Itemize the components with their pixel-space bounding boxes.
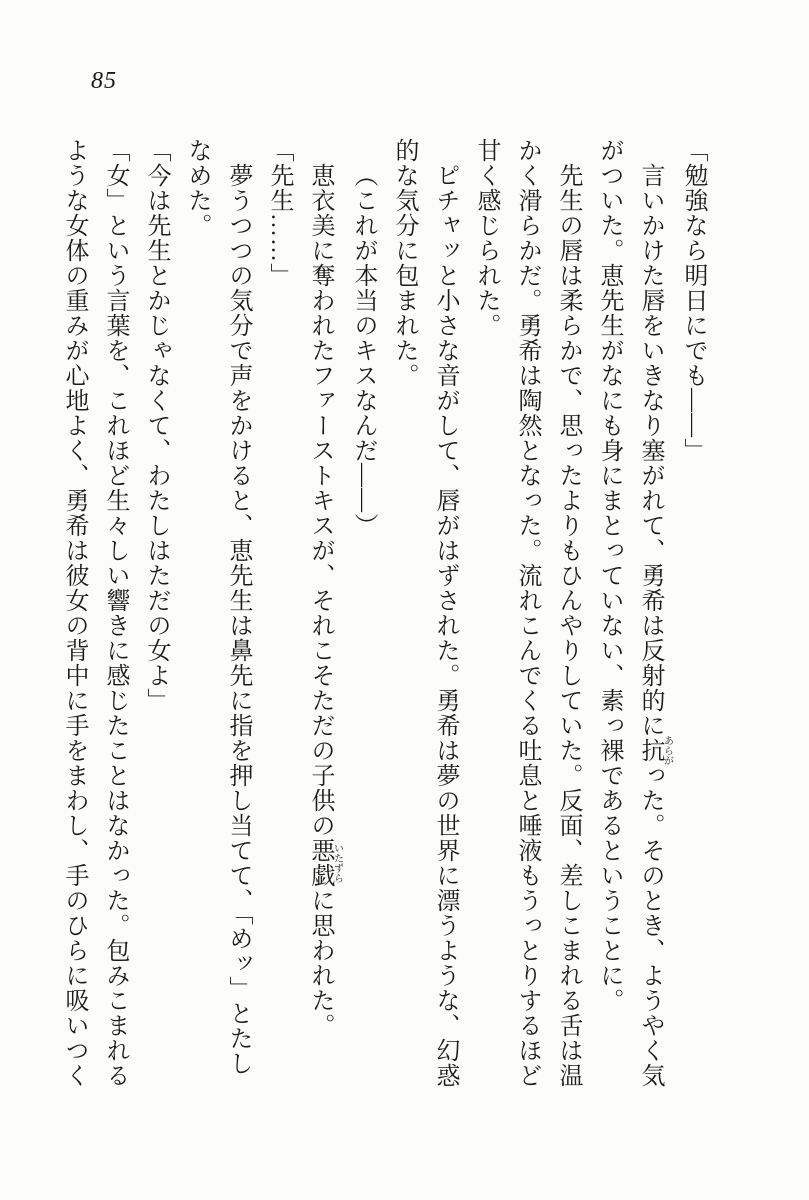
paragraph: 「先生……」 (266, 138, 292, 288)
furigana-text: いたずら (331, 838, 343, 888)
vertical-text-block (53, 138, 713, 1094)
paragraph: 言いかけた唇をいきなり塞がれて、勇希は反射的に抗あらがった。そのとき、ようやく気がついた。恵先生がなにも身にまとっていない、素っ裸であるということに。 (596, 138, 673, 1088)
page-number: 85 (91, 68, 117, 94)
furigana-annotated-word: 抗あらが (637, 735, 673, 766)
paragraph: 「今は先生とかじゃなくて、わたしはただの女よ」 (143, 138, 169, 713)
paragraph: 先生の唇は柔らかで、思ったよりもひんやりしていた。反面、差しこまれる舌は温かく滑らかだ。勇希は陶然となった。流れこんでくる吐息と唾液もうっとりするほど甘く感じられた。 (473, 138, 581, 1088)
paragraph: （これが本当のキスなんだ――） (350, 163, 376, 538)
paragraph: 「勉強なら明日にでも――」 (680, 138, 706, 463)
furigana-text: あらが (661, 735, 673, 766)
paragraph: 「女」という言葉を、これほど生々しい響きに感じたことはなかった。包みこまれるような女体の重みが心地よく、勇希は彼女の背中に手をまわし、手のひらに吸いつく (61, 138, 128, 1088)
paragraph: 夢うつつの気分で声をかけると、恵先生は鼻先に指を押し当てて、「めッ」とたしなめた。 (184, 138, 251, 1076)
furigana-annotated-word: 悪戯いたずら (307, 838, 343, 888)
paragraph: 恵衣美に奪われたファーストキスが、それこそただの子供の悪戯いたずらに思われた。 (307, 163, 343, 1038)
paragraph: ピチャッと小さな音がして、唇がはずされた。勇希は夢の世界に漂うような、幻惑的な気分に包まれた。 (391, 138, 458, 1088)
